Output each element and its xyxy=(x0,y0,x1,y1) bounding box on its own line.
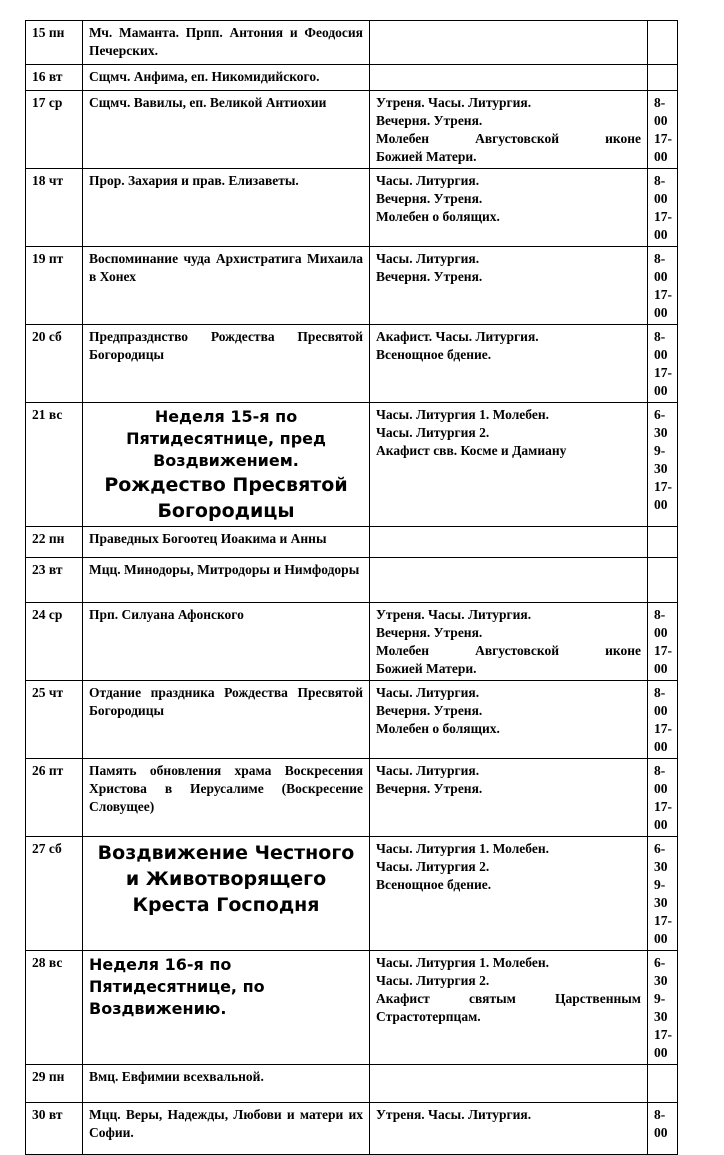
day-cell: 20 сб xyxy=(26,325,83,403)
commemoration-cell xyxy=(83,91,370,169)
service-line: Акафист святым Царственным xyxy=(376,991,641,1006)
times-cell xyxy=(648,951,678,1065)
services-cell xyxy=(370,91,648,169)
commemoration-text: Неделя 16-я по Пятидесятнице, по Воздвижению. xyxy=(89,955,265,1018)
times-cell xyxy=(648,558,678,603)
service-line: Часы. Литургия. xyxy=(376,173,480,188)
service-time: 17-00 xyxy=(654,1027,672,1060)
schedule-row xyxy=(26,21,678,65)
services-cell xyxy=(370,681,648,759)
service-time: 17-00 xyxy=(654,365,672,398)
schedule-row xyxy=(26,558,678,603)
schedule-row xyxy=(26,681,678,759)
day-cell: 22 пн xyxy=(26,527,83,558)
services-cell xyxy=(370,558,648,603)
service-time: 17-00 xyxy=(654,287,672,320)
commemoration-text: Мцц. Минодоры, Митродоры и Нимфодоры xyxy=(89,562,360,577)
service-line: Часы. Литургия 1. Молебен. xyxy=(376,841,549,856)
service-line: Молебен о болящих. xyxy=(376,721,500,736)
service-line: Часы. Литургия 2. xyxy=(376,973,490,988)
services-cell xyxy=(370,1065,648,1103)
service-time: 6-30 xyxy=(654,407,668,440)
service-line: Часы. Литургия 2. xyxy=(376,425,490,440)
times-cell xyxy=(648,527,678,558)
commemoration-cell xyxy=(83,951,370,1065)
day-cell: 23 вт xyxy=(26,558,83,603)
service-time: 8-00 xyxy=(654,329,668,362)
day-cell: 15 пн xyxy=(26,21,83,65)
schedule-row xyxy=(26,65,678,91)
commemoration-text: Праведных Богоотец Иоакима и Анны xyxy=(89,531,327,546)
services-cell xyxy=(370,1103,648,1155)
service-time: 8-00 xyxy=(654,685,668,718)
service-line: Утреня. Часы. Литургия. xyxy=(376,607,532,622)
times-cell xyxy=(648,1065,678,1103)
service-time: 6-30 xyxy=(654,841,668,874)
service-time: 17-00 xyxy=(654,799,672,832)
times-cell xyxy=(648,403,678,527)
commemoration-cell xyxy=(83,65,370,91)
services-cell xyxy=(370,837,648,951)
commemoration-cell xyxy=(83,21,370,65)
day-cell: 28 вс xyxy=(26,951,83,1065)
service-line: Часы. Литургия. xyxy=(376,763,480,778)
service-line: Молебен о болящих. xyxy=(376,209,500,224)
service-line: Страстотерпцам. xyxy=(376,1009,481,1024)
times-cell xyxy=(648,21,678,65)
service-time: 17-00 xyxy=(654,131,672,164)
day-cell: 30 вт xyxy=(26,1103,83,1155)
services-cell xyxy=(370,65,648,91)
schedule-row xyxy=(26,91,678,169)
commemoration-cell xyxy=(83,1103,370,1155)
commemoration-text: Прор. Захария и прав. Елизаветы. xyxy=(89,173,299,188)
commemoration-text: Мцц. Веры, Надежды, Любови и матери их Софии. xyxy=(89,1107,363,1140)
service-line: Молебен Августовской иконе xyxy=(376,131,641,146)
service-line: Часы. Литургия 2. xyxy=(376,859,490,874)
service-line: Утреня. Часы. Литургия. xyxy=(376,1107,532,1122)
service-line: Часы. Литургия. xyxy=(376,251,480,266)
service-time: 17-00 xyxy=(654,643,672,676)
service-time: 9-30 xyxy=(654,991,668,1024)
day-cell: 29 пн xyxy=(26,1065,83,1103)
services-cell xyxy=(370,527,648,558)
service-line: Утреня. Часы. Литургия. xyxy=(376,95,532,110)
commemoration-cell xyxy=(83,681,370,759)
services-cell xyxy=(370,759,648,837)
schedule-row xyxy=(26,247,678,325)
service-line: Часы. Литургия. xyxy=(376,685,480,700)
service-time: 9-30 xyxy=(654,443,668,476)
service-line: Божией Матери. xyxy=(376,661,477,676)
day-cell: 18 чт xyxy=(26,169,83,247)
schedule-row xyxy=(26,837,678,951)
service-time: 17-00 xyxy=(654,479,672,512)
schedule-row xyxy=(26,403,678,527)
schedule-row xyxy=(26,759,678,837)
commemoration-cell xyxy=(83,837,370,951)
services-cell xyxy=(370,403,648,527)
commemoration-cell xyxy=(83,759,370,837)
service-line: Часы. Литургия 1. Молебен. xyxy=(376,407,549,422)
schedule-row xyxy=(26,527,678,558)
commemoration-text: Неделя 15-я по Пятидесятнице, пред Воздвижением. xyxy=(126,407,326,470)
times-cell xyxy=(648,1103,678,1155)
service-line: Божией Матери. xyxy=(376,149,477,164)
day-cell: 17 ср xyxy=(26,91,83,169)
commemoration-text: Рождество Пресвятой Богородицы xyxy=(104,474,348,522)
schedule-row xyxy=(26,603,678,681)
service-time: 8-00 xyxy=(654,763,668,796)
service-line: Часы. Литургия 1. Молебен. xyxy=(376,955,549,970)
day-cell: 26 пт xyxy=(26,759,83,837)
service-line: Акафист. Часы. Литургия. xyxy=(376,329,539,344)
commemoration-text: Память обновления храма Воскресения Христова в Иерусалиме (Воскресение Словущее) xyxy=(89,763,363,814)
commemoration-text: Отдание праздника Рождества Пресвятой Богородицы xyxy=(89,685,363,718)
times-cell xyxy=(648,65,678,91)
schedule-row xyxy=(26,1103,678,1155)
commemoration-cell xyxy=(83,1065,370,1103)
times-cell xyxy=(648,91,678,169)
times-cell xyxy=(648,247,678,325)
service-time: 17-00 xyxy=(654,721,672,754)
service-time: 8-00 xyxy=(654,607,668,640)
times-cell xyxy=(648,169,678,247)
day-cell: 24 ср xyxy=(26,603,83,681)
day-cell: 21 вс xyxy=(26,403,83,527)
commemoration-text: Прп. Силуана Афонского xyxy=(89,607,244,622)
service-time: 17-00 xyxy=(654,913,672,946)
schedule-row xyxy=(26,325,678,403)
commemoration-cell xyxy=(83,558,370,603)
services-cell xyxy=(370,951,648,1065)
service-line: Вечерня. Утреня. xyxy=(376,191,483,206)
commemoration-text: Сщмч. Анфима, еп. Никомидийского. xyxy=(89,69,320,84)
commemoration-text: Воспоминание чуда Архистратига Михаила в Хонех xyxy=(89,251,363,284)
commemoration-cell xyxy=(83,527,370,558)
service-line: Молебен Августовской иконе xyxy=(376,643,641,658)
service-line: Всенощное бдение. xyxy=(376,877,492,892)
commemoration-cell xyxy=(83,169,370,247)
commemoration-cell xyxy=(83,247,370,325)
service-line: Вечерня. Утреня. xyxy=(376,625,483,640)
services-cell xyxy=(370,21,648,65)
day-cell: 19 пт xyxy=(26,247,83,325)
day-cell: 27 сб xyxy=(26,837,83,951)
service-line: Всенощное бдение. xyxy=(376,347,492,362)
schedule-row xyxy=(26,169,678,247)
services-cell xyxy=(370,247,648,325)
service-time: 8-00 xyxy=(654,95,668,128)
services-cell xyxy=(370,169,648,247)
service-line: Вечерня. Утреня. xyxy=(376,113,483,128)
services-cell xyxy=(370,325,648,403)
day-cell: 16 вт xyxy=(26,65,83,91)
commemoration-text: Воздвижение Честного и Животворящего Креста Господня xyxy=(97,842,355,916)
schedule-table xyxy=(25,20,678,1155)
times-cell xyxy=(648,759,678,837)
service-time: 8-00 xyxy=(654,1107,668,1140)
service-time: 6-30 xyxy=(654,955,668,988)
schedule-row xyxy=(26,1065,678,1103)
schedule-row xyxy=(26,951,678,1065)
commemoration-text: Сщмч. Вавилы, еп. Великой Антиохии xyxy=(89,95,327,110)
commemoration-cell xyxy=(83,603,370,681)
service-time: 17-00 xyxy=(654,209,672,242)
commemoration-cell xyxy=(83,403,370,527)
times-cell xyxy=(648,603,678,681)
times-cell xyxy=(648,837,678,951)
service-line: Вечерня. Утреня. xyxy=(376,781,483,796)
times-cell xyxy=(648,681,678,759)
service-time: 8-00 xyxy=(654,251,668,284)
service-line: Акафист свв. Косме и Дамиану xyxy=(376,443,567,458)
day-cell: 25 чт xyxy=(26,681,83,759)
commemoration-text: Предпразднство Рождества Пресвятой Богородицы xyxy=(89,329,363,362)
services-cell xyxy=(370,603,648,681)
service-time: 9-30 xyxy=(654,877,668,910)
commemoration-cell xyxy=(83,325,370,403)
service-time: 8-00 xyxy=(654,173,668,206)
commemoration-text: Мч. Маманта. Прпп. Антония и Феодосия Печерских. xyxy=(89,25,363,58)
service-line: Вечерня. Утреня. xyxy=(376,269,483,284)
service-line: Вечерня. Утреня. xyxy=(376,703,483,718)
commemoration-text: Вмц. Евфимии всехвальной. xyxy=(89,1069,264,1084)
times-cell xyxy=(648,325,678,403)
